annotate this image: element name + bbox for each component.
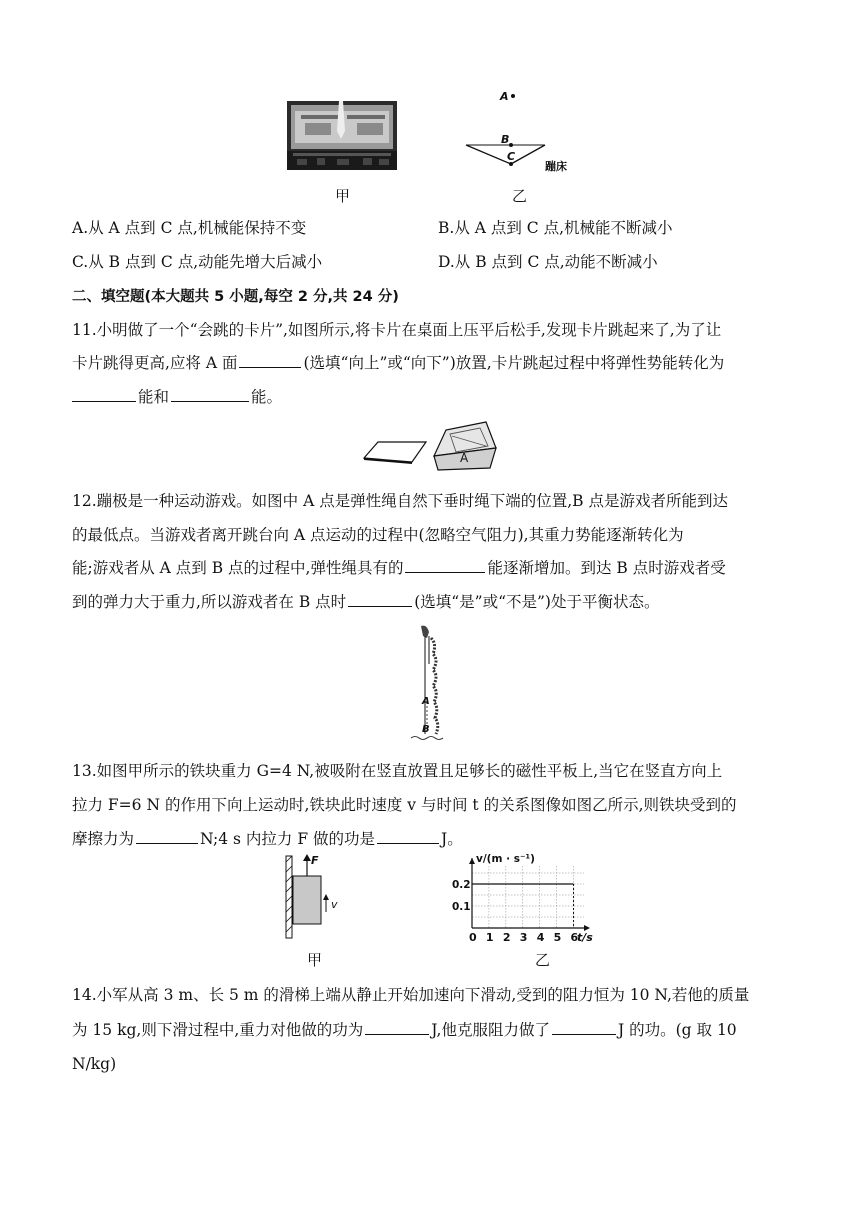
q13-blank-1[interactable] (136, 829, 198, 844)
option-a: A.从 A 点到 C 点,机械能保持不变 (72, 219, 307, 237)
q12-blank-1[interactable] (405, 558, 485, 573)
bungee-point-b-label: B (422, 724, 430, 735)
figure-caption-yi: 乙 (512, 187, 528, 205)
q14-blank-1[interactable] (365, 1020, 429, 1035)
q14-line-3: N/kg) (72, 1055, 117, 1073)
q11-line-2 (72, 353, 724, 373)
photo-trampoline (287, 101, 397, 170)
jumping-card-figure (360, 418, 502, 474)
velocity-v-label: v (331, 898, 338, 911)
section-heading: 二、填空题(本大题共 5 小题,每空 2 分,共 24 分) (72, 289, 399, 305)
bungee-figure (405, 624, 465, 742)
card-face-a-label: A (460, 451, 469, 465)
q11-text-2a: 卡片跳得更高,应将 A 面 (72, 354, 238, 372)
q11-blank-1[interactable] (239, 353, 301, 368)
q13-line-1: 13.如图甲所示的铁块重力 G=4 N,被吸附在竖直放置且足够长的磁性平板上,当它在竖直方向上 (72, 762, 723, 780)
chart-x-tick-label: 6 (570, 931, 579, 944)
chart-y-tick-label: 0.1 (452, 901, 471, 913)
q11-blank-3[interactable] (171, 387, 249, 402)
chart-y-axis-arrow (469, 858, 475, 864)
point-b-label: B (501, 133, 510, 146)
chart-x-tick-label: 4 (536, 931, 545, 944)
q11-blank-2[interactable] (72, 387, 136, 402)
q13-line-2: 拉力 F=6 N 的作用下向上运动时,铁块此时速度 v 与时间 t 的关系图像如图乙所示,则铁块受到的 (72, 796, 737, 814)
iron-block-figure (280, 852, 350, 940)
option-c: C.从 B 点到 C 点,动能先增大后减小 (72, 253, 323, 271)
q12-blank-2[interactable] (348, 592, 412, 607)
chart-x-tick-label: 1 (485, 931, 494, 944)
point-c-label: C (507, 150, 516, 163)
q14-text-2b: J,他克服阻力做了 (431, 1021, 550, 1039)
q11-line-3 (72, 387, 282, 407)
chart-x-tick-label: 5 (553, 931, 562, 944)
q11-text-3b: 能。 (251, 388, 283, 406)
q12-text-4a: 到的弹力大于重力,所以游戏者在 B 点时 (72, 593, 347, 611)
trampoline-label: 蹦床 (545, 160, 567, 173)
trampoline-diagram (460, 82, 580, 182)
chart-y-axis-label: v/(m · s⁻¹) (476, 853, 535, 865)
q14-text-2c: J 的功。(g 取 10 (617, 1021, 737, 1039)
q14-line-2 (72, 1020, 737, 1040)
q14-line-1: 14.小军从高 3 m、长 5 m 的滑梯上端从静止开始加速向下滑动,受到的阻力恒为 10 N,若他的质量 (72, 986, 750, 1004)
chart-x-tick-label: 0 (469, 931, 477, 944)
q12-line-1: 12.蹦极是一种运动游戏。如图中 A 点是弹性绳自然下垂时绳下端的位置,B 点是游戏者所能到达 (72, 492, 728, 510)
q11-text-3a: 能和 (138, 388, 170, 406)
q13-text-3b: N;4 s 内拉力 F 做的功是 (200, 830, 376, 848)
chart-x-tick-label: 3 (519, 931, 528, 944)
q14-blank-2[interactable] (552, 1020, 616, 1035)
figure-caption-jia: 甲 (335, 187, 351, 205)
option-b: B.从 A 点到 C 点,机械能不断减小 (438, 219, 673, 237)
bungee-point-a-label: A (422, 696, 430, 707)
trampoline-photo-image (287, 101, 397, 170)
trampoline-left-rope (466, 145, 511, 164)
q11-line-1: 11.小明做了一个“会跳的卡片”,如图所示,将卡片在桌面上压平后松手,发现卡片跳起来了,为了让 (72, 321, 722, 339)
option-d: D.从 B 点到 C 点,动能不断减小 (438, 253, 658, 271)
point-a-dot (511, 94, 515, 98)
q12-text-3a: 能;游戏者从 A 点到 B 点的过程中,弹性绳具有的 (72, 559, 404, 577)
q13-line-3 (72, 829, 463, 849)
force-f-label: F (311, 854, 319, 867)
q13-text-3a: 摩擦力为 (72, 830, 135, 848)
chart-x-axis-label: t/s (577, 931, 593, 944)
trampoline-right-rope (511, 145, 545, 164)
chart-y-tick-label: 0.2 (452, 879, 471, 891)
q13-text-3c: J。 (441, 830, 463, 848)
point-b-dot (509, 143, 513, 147)
q11-text-2b: (选填“向上”或“向下”)放置,卡片跳起过程中将弹性势能转化为 (303, 354, 725, 372)
figure-caption-jia-13: 甲 (307, 951, 323, 969)
q12-line-4 (72, 592, 659, 612)
figure-caption-yi-13: 乙 (535, 951, 551, 969)
q13-blank-2[interactable] (377, 829, 439, 844)
chart-x-tick-label: 2 (502, 931, 511, 944)
velocity-time-chart (440, 850, 600, 946)
q14-text-2a: 为 15 kg,则下滑过程中,重力对他做的功为 (72, 1021, 364, 1039)
point-a-label: A (500, 90, 509, 103)
q12-text-3b: 能逐渐增加。到达 B 点时游戏者受 (487, 559, 726, 577)
q12-line-2: 的最低点。当游戏者离开跳台向 A 点运动的过程中(忽略空气阻力),其重力势能逐渐转化为 (72, 526, 684, 544)
q12-line-3 (72, 558, 726, 578)
q12-text-4b: (选填“是”或“不是”)处于平衡状态。 (414, 593, 660, 611)
iron-block (293, 876, 321, 924)
